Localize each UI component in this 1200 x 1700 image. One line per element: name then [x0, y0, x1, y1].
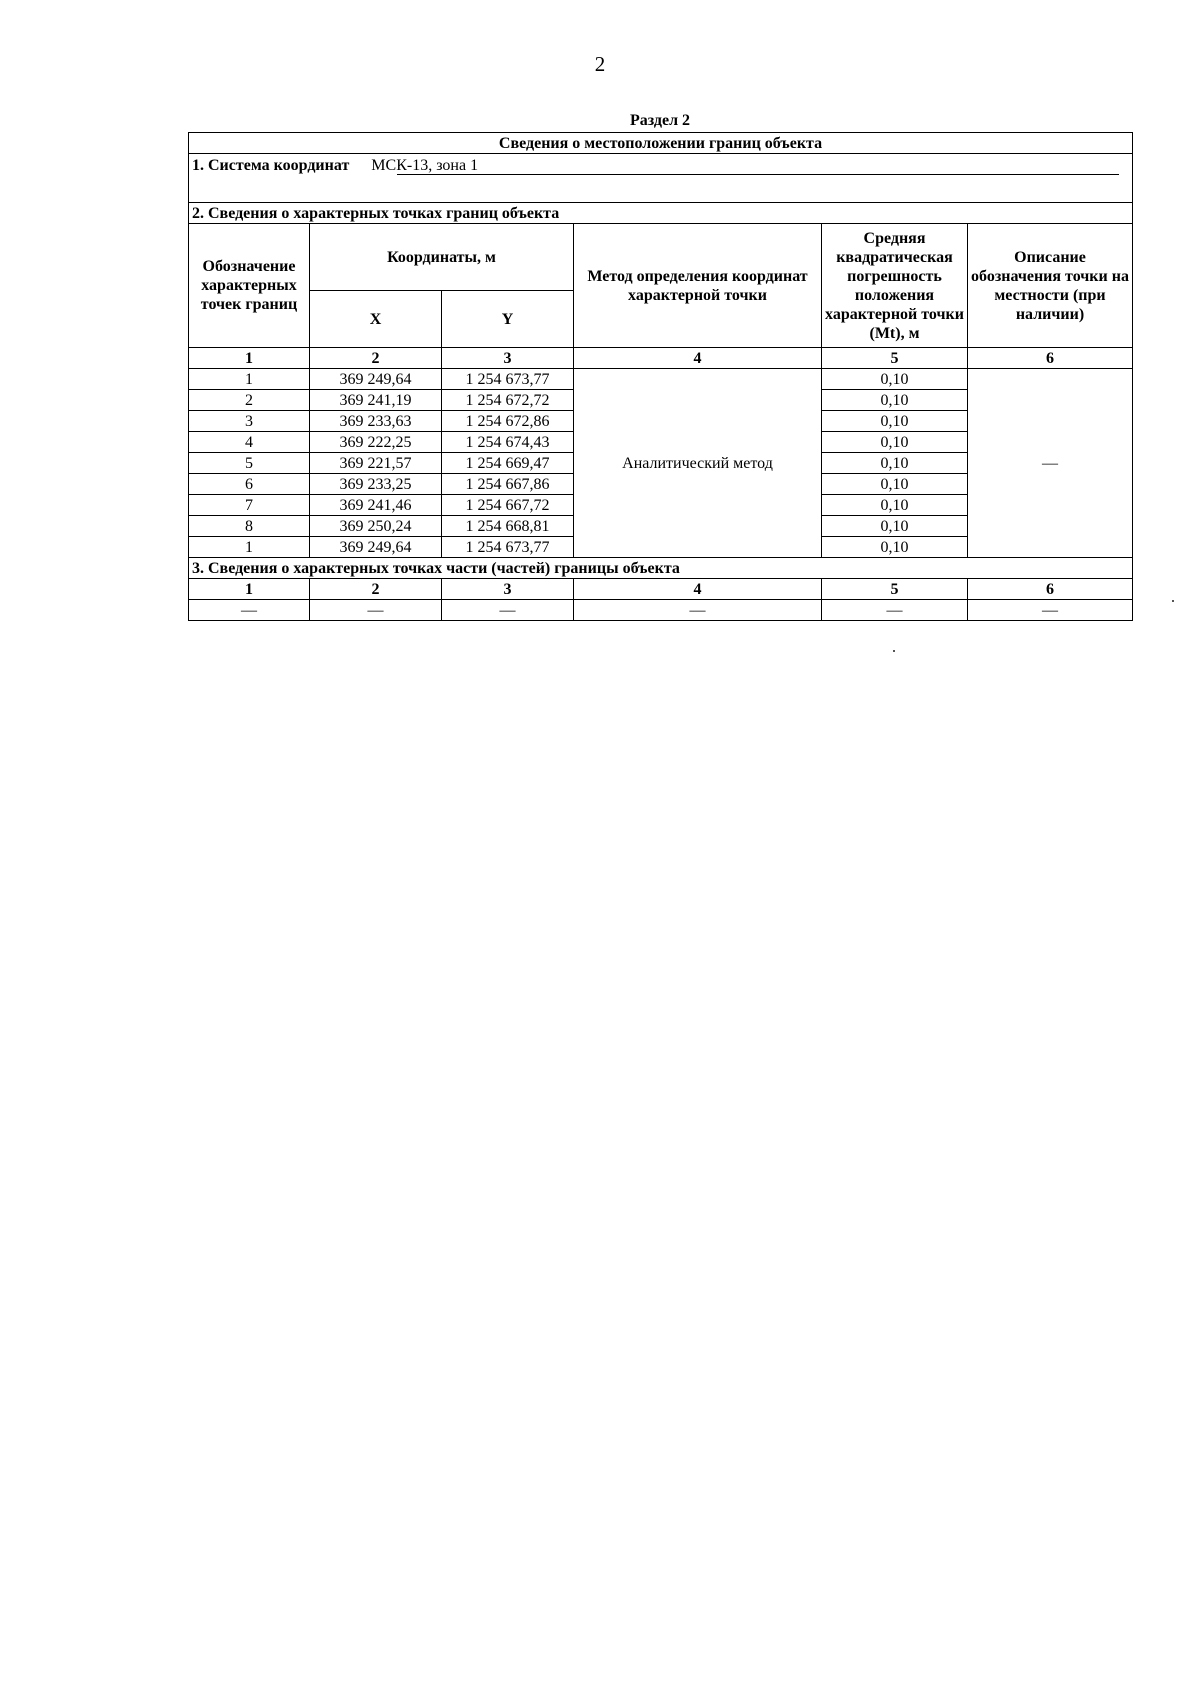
point-number: 4 — [189, 432, 310, 453]
column-number: 6 — [968, 348, 1133, 369]
column-number: 5 — [822, 579, 968, 600]
table-title-row — [189, 133, 1133, 154]
header-description: Описание обозначения точки на местности (при наличии) — [968, 224, 1133, 348]
header-method: Метод определения координат характерной точки — [574, 224, 822, 348]
error-value: 0,10 — [822, 411, 968, 432]
point-number: 1 — [189, 369, 310, 390]
coord-x: 369 233,25 — [310, 474, 442, 495]
table-row — [189, 369, 1133, 390]
coord-x: 369 233,63 — [310, 411, 442, 432]
error-value: 0,10 — [822, 453, 968, 474]
empty-value: — — [189, 600, 310, 621]
coord-y: 1 254 674,43 — [442, 432, 574, 453]
parts-section-title: 3. Сведения о характерных точках части (частей) границы объекта — [189, 558, 1133, 579]
error-value: 0,10 — [822, 495, 968, 516]
column-number: 4 — [574, 348, 822, 369]
coord-y: 1 254 672,72 — [442, 390, 574, 411]
coord-system-label: 1. Система координат — [192, 157, 350, 174]
error-value: 0,10 — [822, 537, 968, 558]
points-section-row — [189, 203, 1133, 224]
coord-x: 369 241,19 — [310, 390, 442, 411]
coord-y: 1 254 667,86 — [442, 474, 574, 495]
error-value: 0,10 — [822, 432, 968, 453]
coord-system-underline — [397, 174, 1119, 175]
point-number: 1 — [189, 537, 310, 558]
coord-y: 1 254 669,47 — [442, 453, 574, 474]
header-y: Y — [442, 291, 574, 348]
point-number: 8 — [189, 516, 310, 537]
empty-value: — — [574, 600, 822, 621]
column-number: 4 — [574, 579, 822, 600]
header-error: Средняя квадратическая погрешность положения характерной точки (Mt), м — [822, 224, 968, 348]
coord-x: 369 241,46 — [310, 495, 442, 516]
column-numbers-row — [189, 348, 1133, 369]
coord-y: 1 254 673,77 — [442, 369, 574, 390]
scan-speck — [1172, 600, 1174, 602]
empty-value: — — [968, 600, 1133, 621]
coord-x: 369 249,64 — [310, 537, 442, 558]
column-number: 2 — [310, 348, 442, 369]
scan-speck — [893, 650, 895, 652]
table-title: Сведения о местоположении границ объекта — [189, 133, 1133, 154]
column-number: 6 — [968, 579, 1133, 600]
empty-value: — — [442, 600, 574, 621]
header-point-designation: Обозначение характерных точек границ — [189, 224, 310, 348]
method-cell: Аналитический метод — [574, 369, 822, 558]
description-cell: — — [968, 369, 1133, 558]
point-number: 2 — [189, 390, 310, 411]
coord-y: 1 254 672,86 — [442, 411, 574, 432]
error-value: 0,10 — [822, 516, 968, 537]
error-value: 0,10 — [822, 474, 968, 495]
coord-x: 369 250,24 — [310, 516, 442, 537]
empty-value: — — [310, 600, 442, 621]
column-number: 5 — [822, 348, 968, 369]
boundary-table — [188, 132, 1133, 621]
coord-y: 1 254 668,81 — [442, 516, 574, 537]
coord-system-row — [189, 154, 1133, 203]
header-x: X — [310, 291, 442, 348]
column-number: 1 — [189, 348, 310, 369]
coord-system-value: МСК-13, зона 1 — [371, 157, 479, 174]
parts-column-numbers-row — [189, 579, 1133, 600]
coord-x: 369 221,57 — [310, 453, 442, 474]
column-number: 2 — [310, 579, 442, 600]
point-number: 6 — [189, 474, 310, 495]
coord-x: 369 222,25 — [310, 432, 442, 453]
points-section-title: 2. Сведения о характерных точках границ объекта — [189, 203, 1133, 224]
point-number: 5 — [189, 453, 310, 474]
coord-x: 369 249,64 — [310, 369, 442, 390]
error-value: 0,10 — [822, 390, 968, 411]
header-row-1 — [189, 224, 1133, 291]
page-number: 2 — [594, 52, 606, 76]
coord-y: 1 254 673,77 — [442, 537, 574, 558]
empty-value: — — [822, 600, 968, 621]
header-coordinates: Координаты, м — [310, 224, 574, 291]
point-number: 7 — [189, 495, 310, 516]
section-title: Раздел 2 — [629, 112, 691, 129]
column-number: 3 — [442, 579, 574, 600]
parts-section-row — [189, 558, 1133, 579]
column-number: 1 — [189, 579, 310, 600]
point-number: 3 — [189, 411, 310, 432]
parts-row — [189, 600, 1133, 621]
column-number: 3 — [442, 348, 574, 369]
coord-y: 1 254 667,72 — [442, 495, 574, 516]
error-value: 0,10 — [822, 369, 968, 390]
